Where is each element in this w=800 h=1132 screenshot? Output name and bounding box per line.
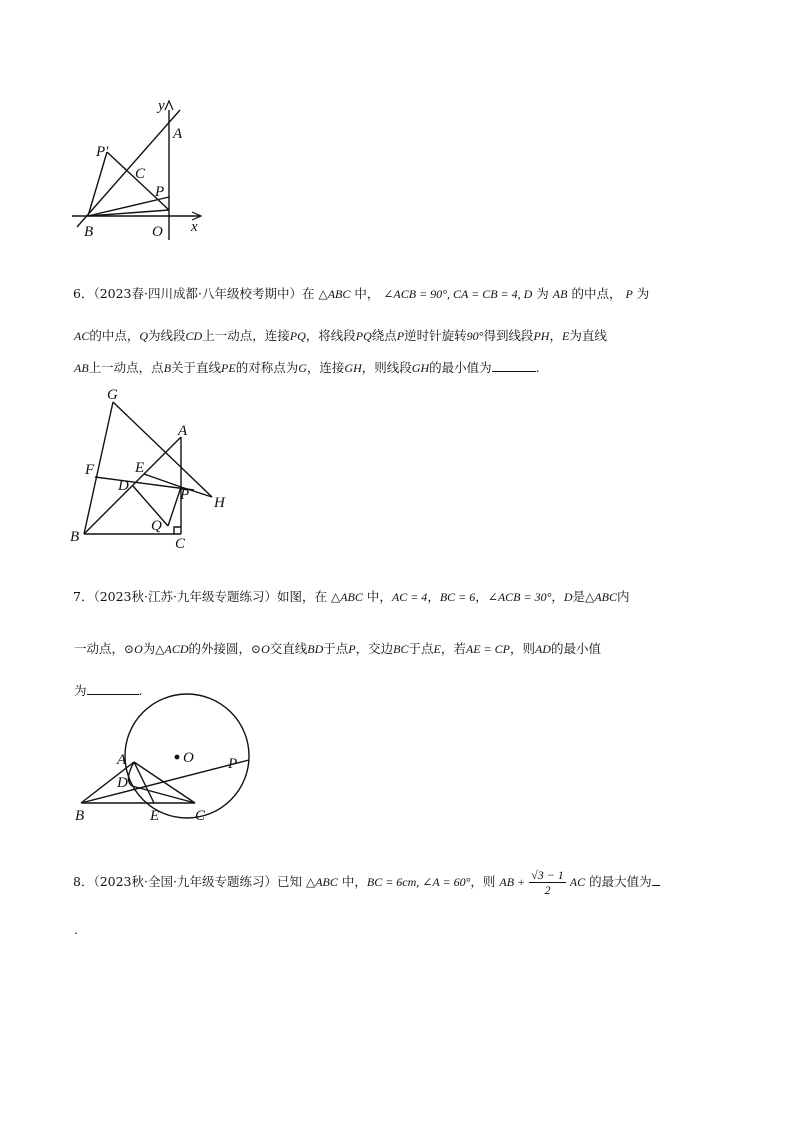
- text: 如图，在: [276, 589, 327, 604]
- math: ⊙O: [124, 642, 143, 656]
- math: GH: [411, 361, 430, 375]
- math: 90°: [466, 329, 484, 343]
- text: 交直线: [269, 641, 308, 656]
- text: 逆时针旋转: [404, 328, 467, 343]
- figure-q5: [60, 95, 210, 245]
- q6-line-3: [74, 360, 540, 376]
- label-x: x: [191, 219, 198, 235]
- text: ，将线段: [305, 328, 356, 343]
- label-C: C: [175, 536, 186, 552]
- q6-number: 6．: [73, 286, 94, 301]
- math: AC = 4: [391, 590, 428, 604]
- math: △ABC: [330, 590, 363, 604]
- text: ，则线段: [361, 360, 412, 375]
- text: 的最小值: [550, 641, 601, 656]
- text: 上一动点，连接: [202, 328, 290, 343]
- label-B: B: [70, 529, 80, 545]
- y-axis-arrow: [165, 101, 173, 110]
- text: 的最小值为: [429, 360, 492, 375]
- text: 在: [301, 286, 315, 301]
- math: AD: [534, 642, 551, 656]
- segment-EP: [144, 474, 181, 487]
- math: P: [625, 287, 633, 301]
- math: ∠ACB = 90°, CA = CB = 4, D: [383, 287, 533, 301]
- math: ⊙O: [251, 642, 270, 656]
- label-D: D: [118, 478, 129, 494]
- math: BD: [307, 642, 324, 656]
- q6-line-1: [73, 286, 649, 302]
- line-BA: [77, 110, 180, 227]
- math: AC: [569, 875, 586, 889]
- math: P: [396, 329, 405, 343]
- label-C: C: [135, 166, 146, 182]
- q7-line-2: [74, 641, 601, 657]
- q7-line-3: [74, 683, 143, 699]
- label-A: A: [173, 126, 183, 142]
- figure-q6: [68, 385, 238, 550]
- math: AB +: [499, 875, 526, 889]
- text: ，则: [509, 641, 535, 656]
- text: ，连接: [306, 360, 345, 375]
- text: ，: [475, 589, 488, 604]
- math: D: [563, 590, 573, 604]
- q7-line-1: [73, 589, 630, 605]
- label-E: E: [135, 460, 145, 476]
- answer-blank-q7[interactable]: [87, 684, 139, 695]
- text: 为直线: [569, 328, 607, 343]
- text: 内: [617, 589, 630, 604]
- math: PH: [533, 329, 550, 343]
- text: 关于直线: [171, 360, 222, 375]
- label-O: O: [183, 750, 194, 766]
- label-B: B: [75, 808, 85, 824]
- text: ，若: [440, 641, 466, 656]
- label-y: y: [158, 98, 165, 114]
- line-BP: [81, 760, 249, 803]
- label-A: A: [117, 752, 127, 768]
- math: E: [561, 329, 570, 343]
- text: 的外接圆，: [188, 641, 252, 656]
- text: ，: [427, 589, 440, 604]
- math: △ABC: [585, 590, 618, 604]
- label-P: P: [228, 756, 238, 772]
- math: GH: [344, 361, 362, 375]
- label-O: O: [152, 224, 163, 240]
- fraction: [529, 868, 566, 897]
- q6-line-2: [74, 328, 607, 344]
- text: 中，: [354, 286, 380, 301]
- text: 上一动点，点: [88, 360, 164, 375]
- math: △ACD: [155, 642, 189, 656]
- math: AE = CP: [465, 642, 510, 656]
- text: 得到线段: [483, 328, 534, 343]
- text: 中，: [366, 589, 392, 604]
- math: AB: [552, 287, 568, 301]
- text: ，: [551, 589, 564, 604]
- text: 的最大值为: [589, 874, 652, 889]
- math: BC = 6: [439, 590, 476, 604]
- q8-source: （2023秋·全国·九年级专题练习）: [93, 874, 277, 889]
- text: 为: [74, 683, 87, 698]
- text: 的中点，: [571, 286, 622, 301]
- q8-line-1: [73, 868, 660, 897]
- math: Q: [139, 329, 149, 343]
- text: .: [74, 922, 78, 937]
- numerator: √3 − 1: [531, 868, 564, 882]
- text: 于点: [323, 641, 349, 656]
- math: AC: [74, 329, 90, 343]
- text: .: [535, 360, 540, 375]
- q7-number: 7．: [73, 589, 94, 604]
- label-D: D: [117, 775, 128, 791]
- label-G: G: [107, 387, 118, 403]
- math: △ABC: [318, 287, 351, 301]
- math: B: [163, 361, 172, 375]
- text: 的对称点为: [235, 360, 299, 375]
- label-P: P: [155, 184, 165, 200]
- text: 一动点，: [74, 641, 125, 656]
- text: ，: [549, 328, 562, 343]
- math: AB: [74, 361, 89, 375]
- q8-number: 8．: [73, 874, 94, 889]
- text: 于点: [408, 641, 434, 656]
- text: ，交边: [355, 641, 394, 656]
- text: 为: [536, 286, 549, 301]
- label-E: E: [150, 808, 160, 824]
- text: 为线段: [148, 328, 186, 343]
- label-C: C: [195, 808, 206, 824]
- q8-line-2: [74, 922, 78, 938]
- label-A: A: [178, 423, 188, 439]
- math: PE: [221, 361, 236, 375]
- center-point-O: [175, 755, 180, 760]
- answer-blank-q6[interactable]: [492, 361, 536, 372]
- q6-source: （2023春·四川成都·八年级校考期中）: [93, 286, 302, 301]
- math: PQ: [355, 329, 372, 343]
- math: BC: [393, 642, 409, 656]
- text: 为: [142, 641, 156, 656]
- math: G: [298, 361, 307, 375]
- figure-q7: [68, 700, 258, 830]
- label-P: P: [180, 487, 190, 503]
- math: △ABC: [305, 875, 338, 889]
- math: BC = 6cm, ∠A = 60°: [366, 875, 471, 889]
- text: 的中点，: [89, 328, 140, 343]
- text: 绕点: [371, 328, 397, 343]
- text: 中，: [341, 874, 367, 889]
- right-angle-mark: [174, 527, 181, 534]
- math: P: [348, 642, 356, 656]
- label-B: B: [84, 224, 94, 240]
- text: 为: [636, 286, 650, 301]
- math: E: [433, 642, 441, 656]
- segment-DC: [132, 786, 195, 803]
- answer-blank-q8[interactable]: [652, 875, 660, 886]
- segment-BA: [84, 437, 181, 534]
- math: PQ: [289, 329, 306, 343]
- label-P-prime: P′: [96, 144, 109, 160]
- segment-AC: [134, 762, 195, 803]
- denominator: 2: [544, 883, 551, 897]
- q7-source: （2023秋·江苏·九年级专题练习）: [93, 589, 277, 604]
- math: ∠ACB = 30°: [487, 590, 552, 604]
- segment-BP-prime: [88, 152, 107, 216]
- label-Q: Q: [151, 518, 162, 534]
- label-H: H: [214, 495, 225, 511]
- text: .: [138, 683, 143, 698]
- text: 是: [572, 589, 586, 604]
- text: 已知: [276, 874, 302, 889]
- math: CD: [185, 329, 203, 343]
- label-F: F: [85, 462, 95, 478]
- text: ，则: [470, 874, 496, 889]
